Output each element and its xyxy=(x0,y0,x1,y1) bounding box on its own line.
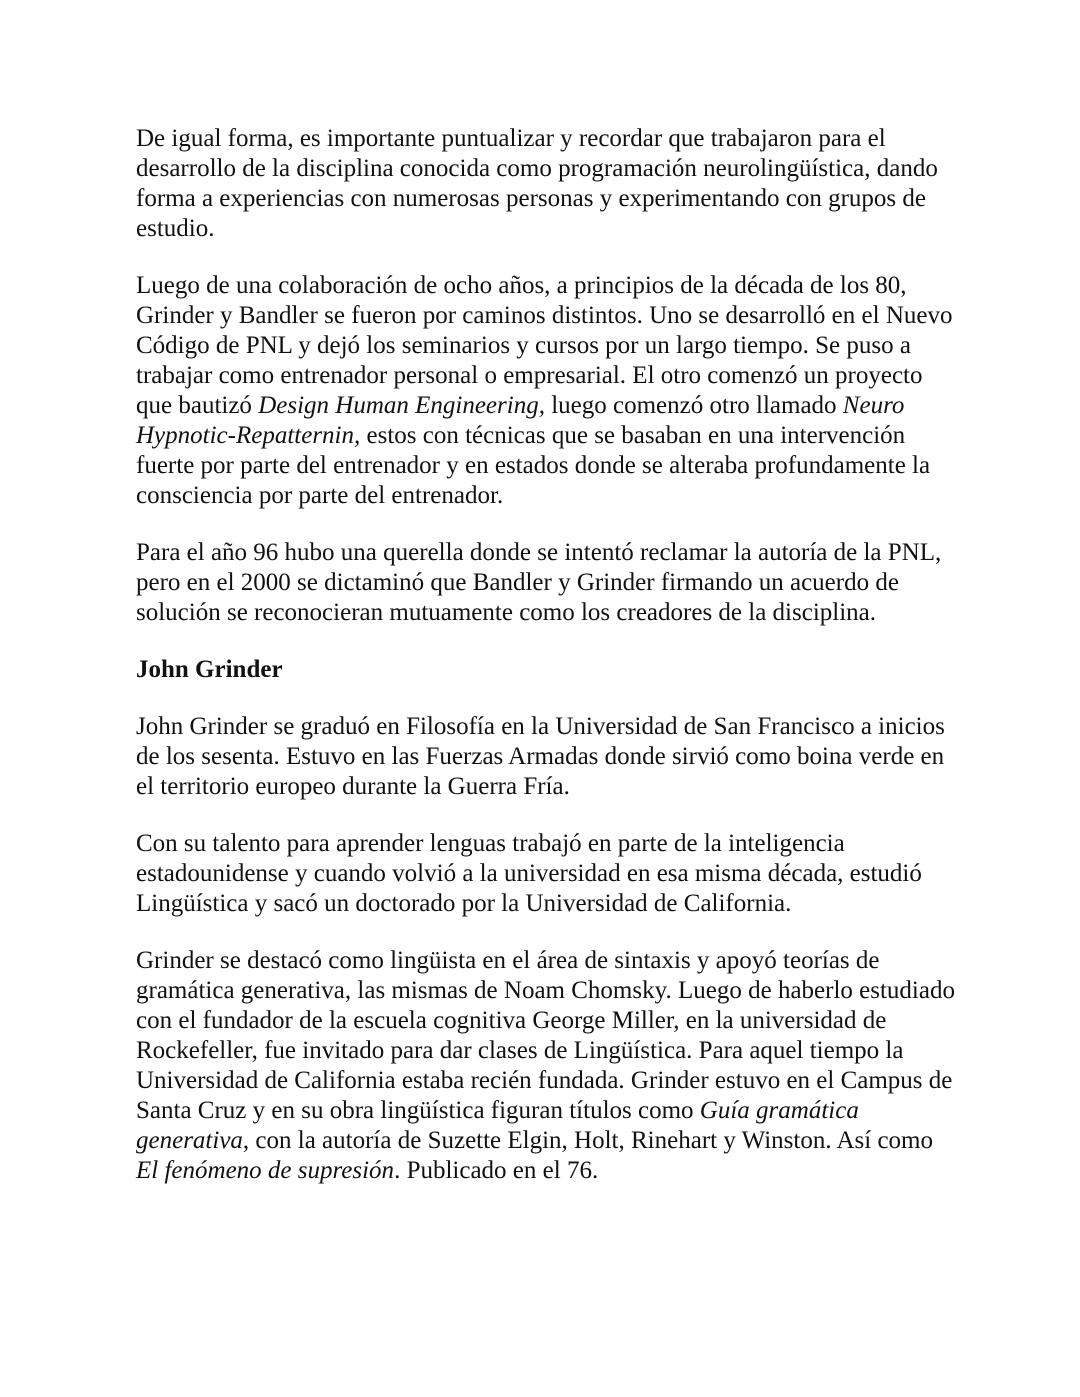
paragraph-6-text-a: Grinder se destacó como lingüista en el área de sintaxis y apoyó teorías de gramática generativa, las mismas de Noam Chomsky. Luego de haberlo estudiado con el fundador de la escuela cognitiva George Miller, en la universidad de Rockefeller, fue invitado para dar clases de Lingüística. Para aquel tiempo la Universidad de California estaba recién fundada. Grinder estuvo en el Campus de Santa Cruz y en su obra lingüística figuran títulos como xyxy=(136,947,955,1124)
paragraph-1: De igual forma, es importante puntualizar y recordar que trabajaron para el desarrollo de la disciplina conocida como programación neurolingüística, dando forma a experiencias con numerosas personas y experimentando con grupos de estudio. xyxy=(136,125,938,242)
paragraph-3: Para el año 96 hubo una querella donde se intentó reclamar la autoría de la PNL, pero en el 2000 se dictaminó que Bandler y Grinder firmando un acuerdo de solución se reconocieran mutuamente como los creadores de la disciplina. xyxy=(136,539,942,626)
paragraph-2-text-a: Luego de una colaboración de ocho años, a principios de la década de los 80, Grinder y Bandler se fueron por caminos distintos. Uno se desarrolló en el Nuevo Código de PNL y dejó los seminarios y cursos por un largo tiempo. Se puso a trabajar como entrenador personal o empresarial. El otro comenzó un proyecto que bautizó xyxy=(136,272,953,419)
paragraph-2 xyxy=(136,271,956,511)
paragraph-2-text-c: estos con técnicas que se basaban en una intervención fuerte por parte del entrenador y en estados donde se alteraba profundamente la consciencia por parte del entrenador. xyxy=(136,422,931,509)
paragraph-6-text-c: . Publicado en el 76. xyxy=(394,1157,599,1184)
section-heading: John Grinder xyxy=(136,656,283,683)
paragraph-6-text-b: , con la autoría de Suzette Elgin, Holt, Rinehart y Winston. Así como xyxy=(242,1127,933,1154)
paragraph-4: John Grinder se graduó en Filosofía en la Universidad de San Francisco a inicios de los sesenta. Estuvo en las Fuerzas Armadas donde sirvió como boina verde en el territorio europeo durante la Guerra Fría. xyxy=(136,713,945,800)
paragraph-6-italic-title-b: El fenómeno de supresión xyxy=(136,1157,395,1184)
paragraph-2-italic-title-b: Neuro Hypnotic-Repatternin, xyxy=(136,392,905,449)
paragraph-5: Con su talento para aprender lenguas trabajó en parte de la inteligencia estadounidense y cuando volvió a la universidad en esa misma década, estudió Lingüística y sacó un doctorado por la Universidad de California. xyxy=(136,830,922,917)
paragraph-2-text-b: luego comenzó otro llamado xyxy=(544,392,843,419)
paragraph-2-italic-title-a: Design Human Engineering, xyxy=(258,392,545,419)
document-page xyxy=(136,124,956,1213)
paragraph-6 xyxy=(136,946,956,1186)
paragraph-6-italic-title-a: Guía gramática generativa xyxy=(136,1097,859,1154)
